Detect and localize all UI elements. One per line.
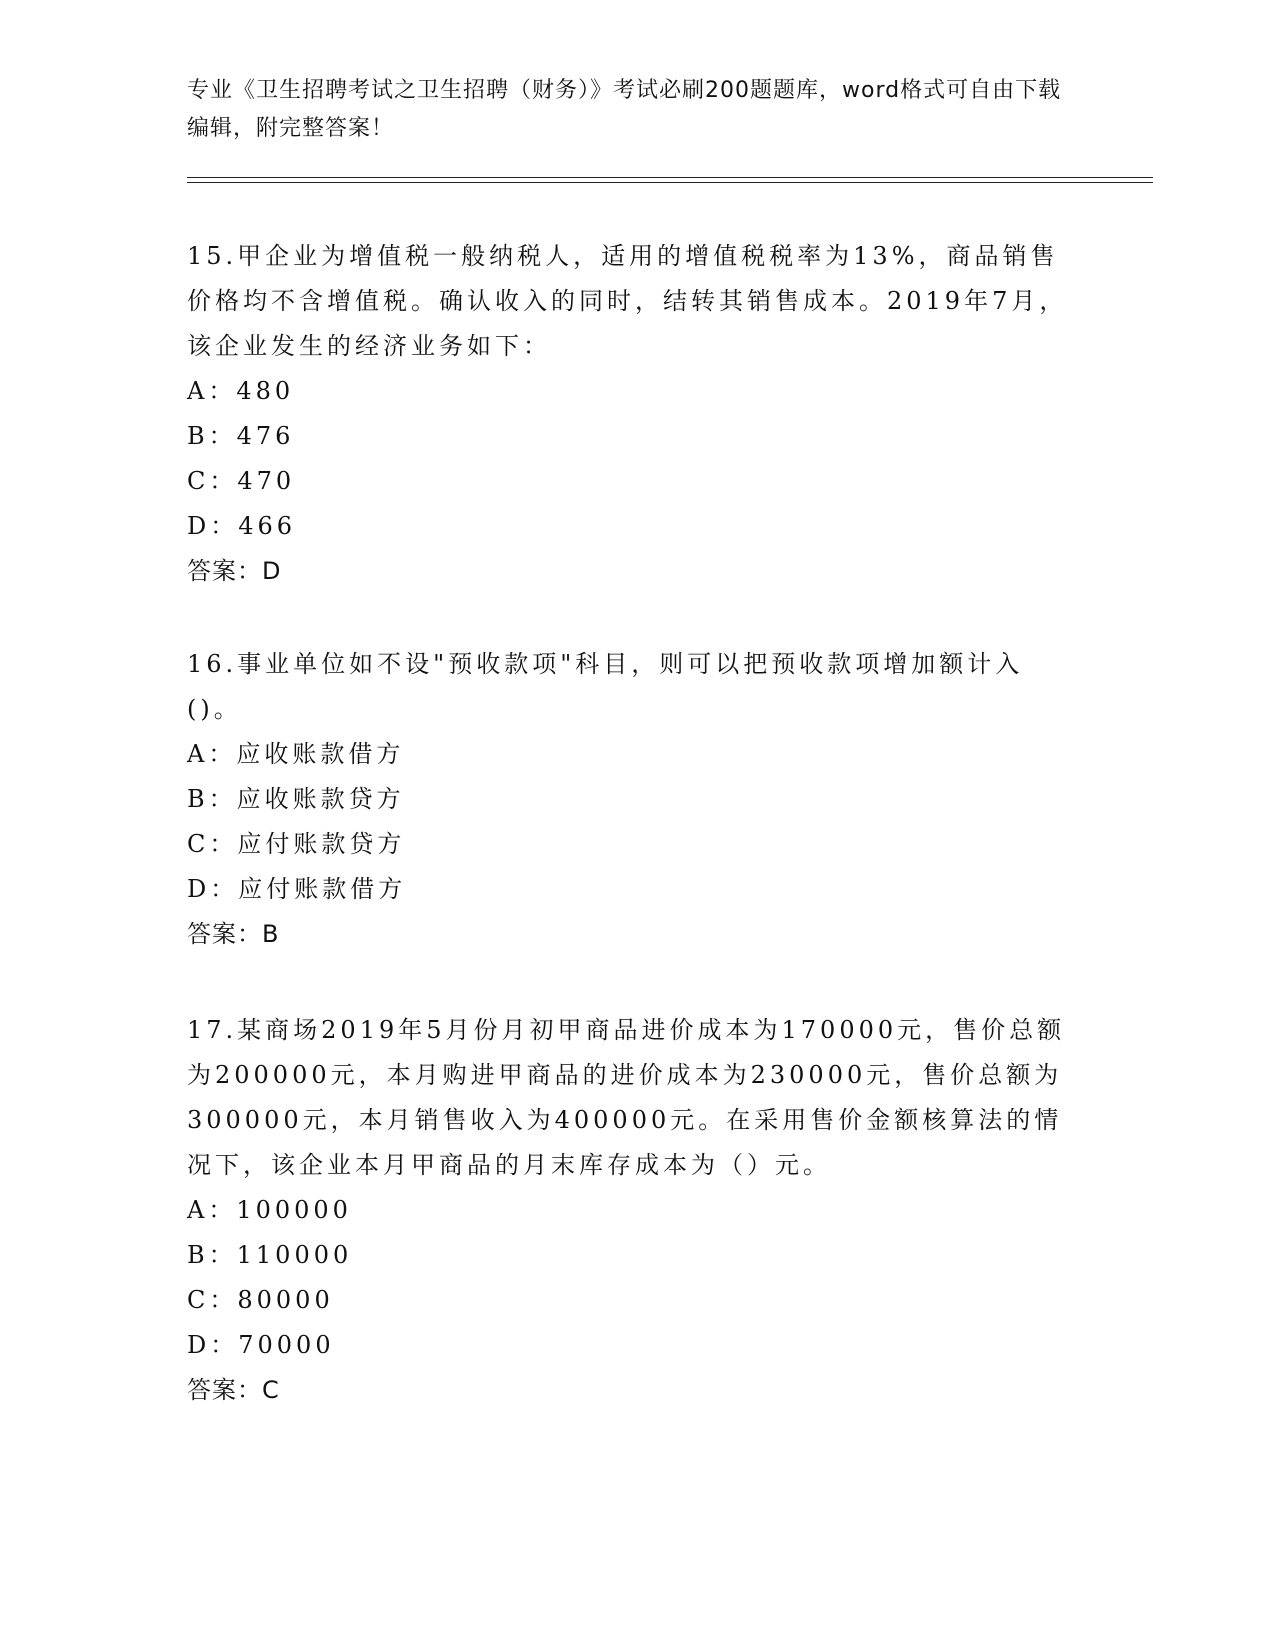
answer: 答案：C [187, 1376, 280, 1404]
option-a: A：480 [187, 377, 295, 405]
question-17 [187, 1008, 1077, 1413]
question-15 [187, 234, 1077, 594]
question-stem: 16.事业单位如不设"预收款项"科目，则可以把预收款项增加额计入()。 [187, 650, 1024, 723]
header-divider-bottom [187, 182, 1153, 183]
header-divider-top [187, 177, 1153, 178]
option-a: A：100000 [187, 1196, 352, 1224]
option-d: D：70000 [187, 1331, 335, 1359]
document-header: 专业《卫生招聘考试之卫生招聘（财务）》考试必刷200题题库，word格式可自由下载编辑，附完整答案！ [187, 78, 1062, 141]
option-b: B：应收账款贷方 [187, 785, 405, 813]
option-d: D：应付账款借方 [187, 875, 407, 903]
option-b: B：110000 [187, 1241, 353, 1269]
option-b: B：476 [187, 422, 295, 450]
answer: 答案：D [187, 557, 282, 585]
answer: 答案：B [187, 920, 280, 948]
option-d: D：466 [187, 512, 297, 540]
option-c: C：80000 [187, 1286, 334, 1314]
question-stem: 15.甲企业为增值税一般纳税人，适用的增值税税率为13%，商品销售价格均不含增值税。确认收入的同时，结转其销售成本。2019年7月，该企业发生的经济业务如下： [187, 242, 1068, 360]
question-stem: 17.某商场2019年5月份月初甲商品进价成本为170000元，售价总额为200000元，本月购进甲商品的进价成本为230000元，售价总额为300000元，本月销售收入为400000元。在采用售价金额核算法的情况下，该企业本月甲商品的月末库存成本为（）元。 [187, 1016, 1066, 1179]
option-c: C：应付账款贷方 [187, 830, 406, 858]
option-a: A：应收账款借方 [187, 740, 405, 768]
option-c: C：470 [187, 467, 296, 495]
question-16 [187, 642, 1077, 957]
